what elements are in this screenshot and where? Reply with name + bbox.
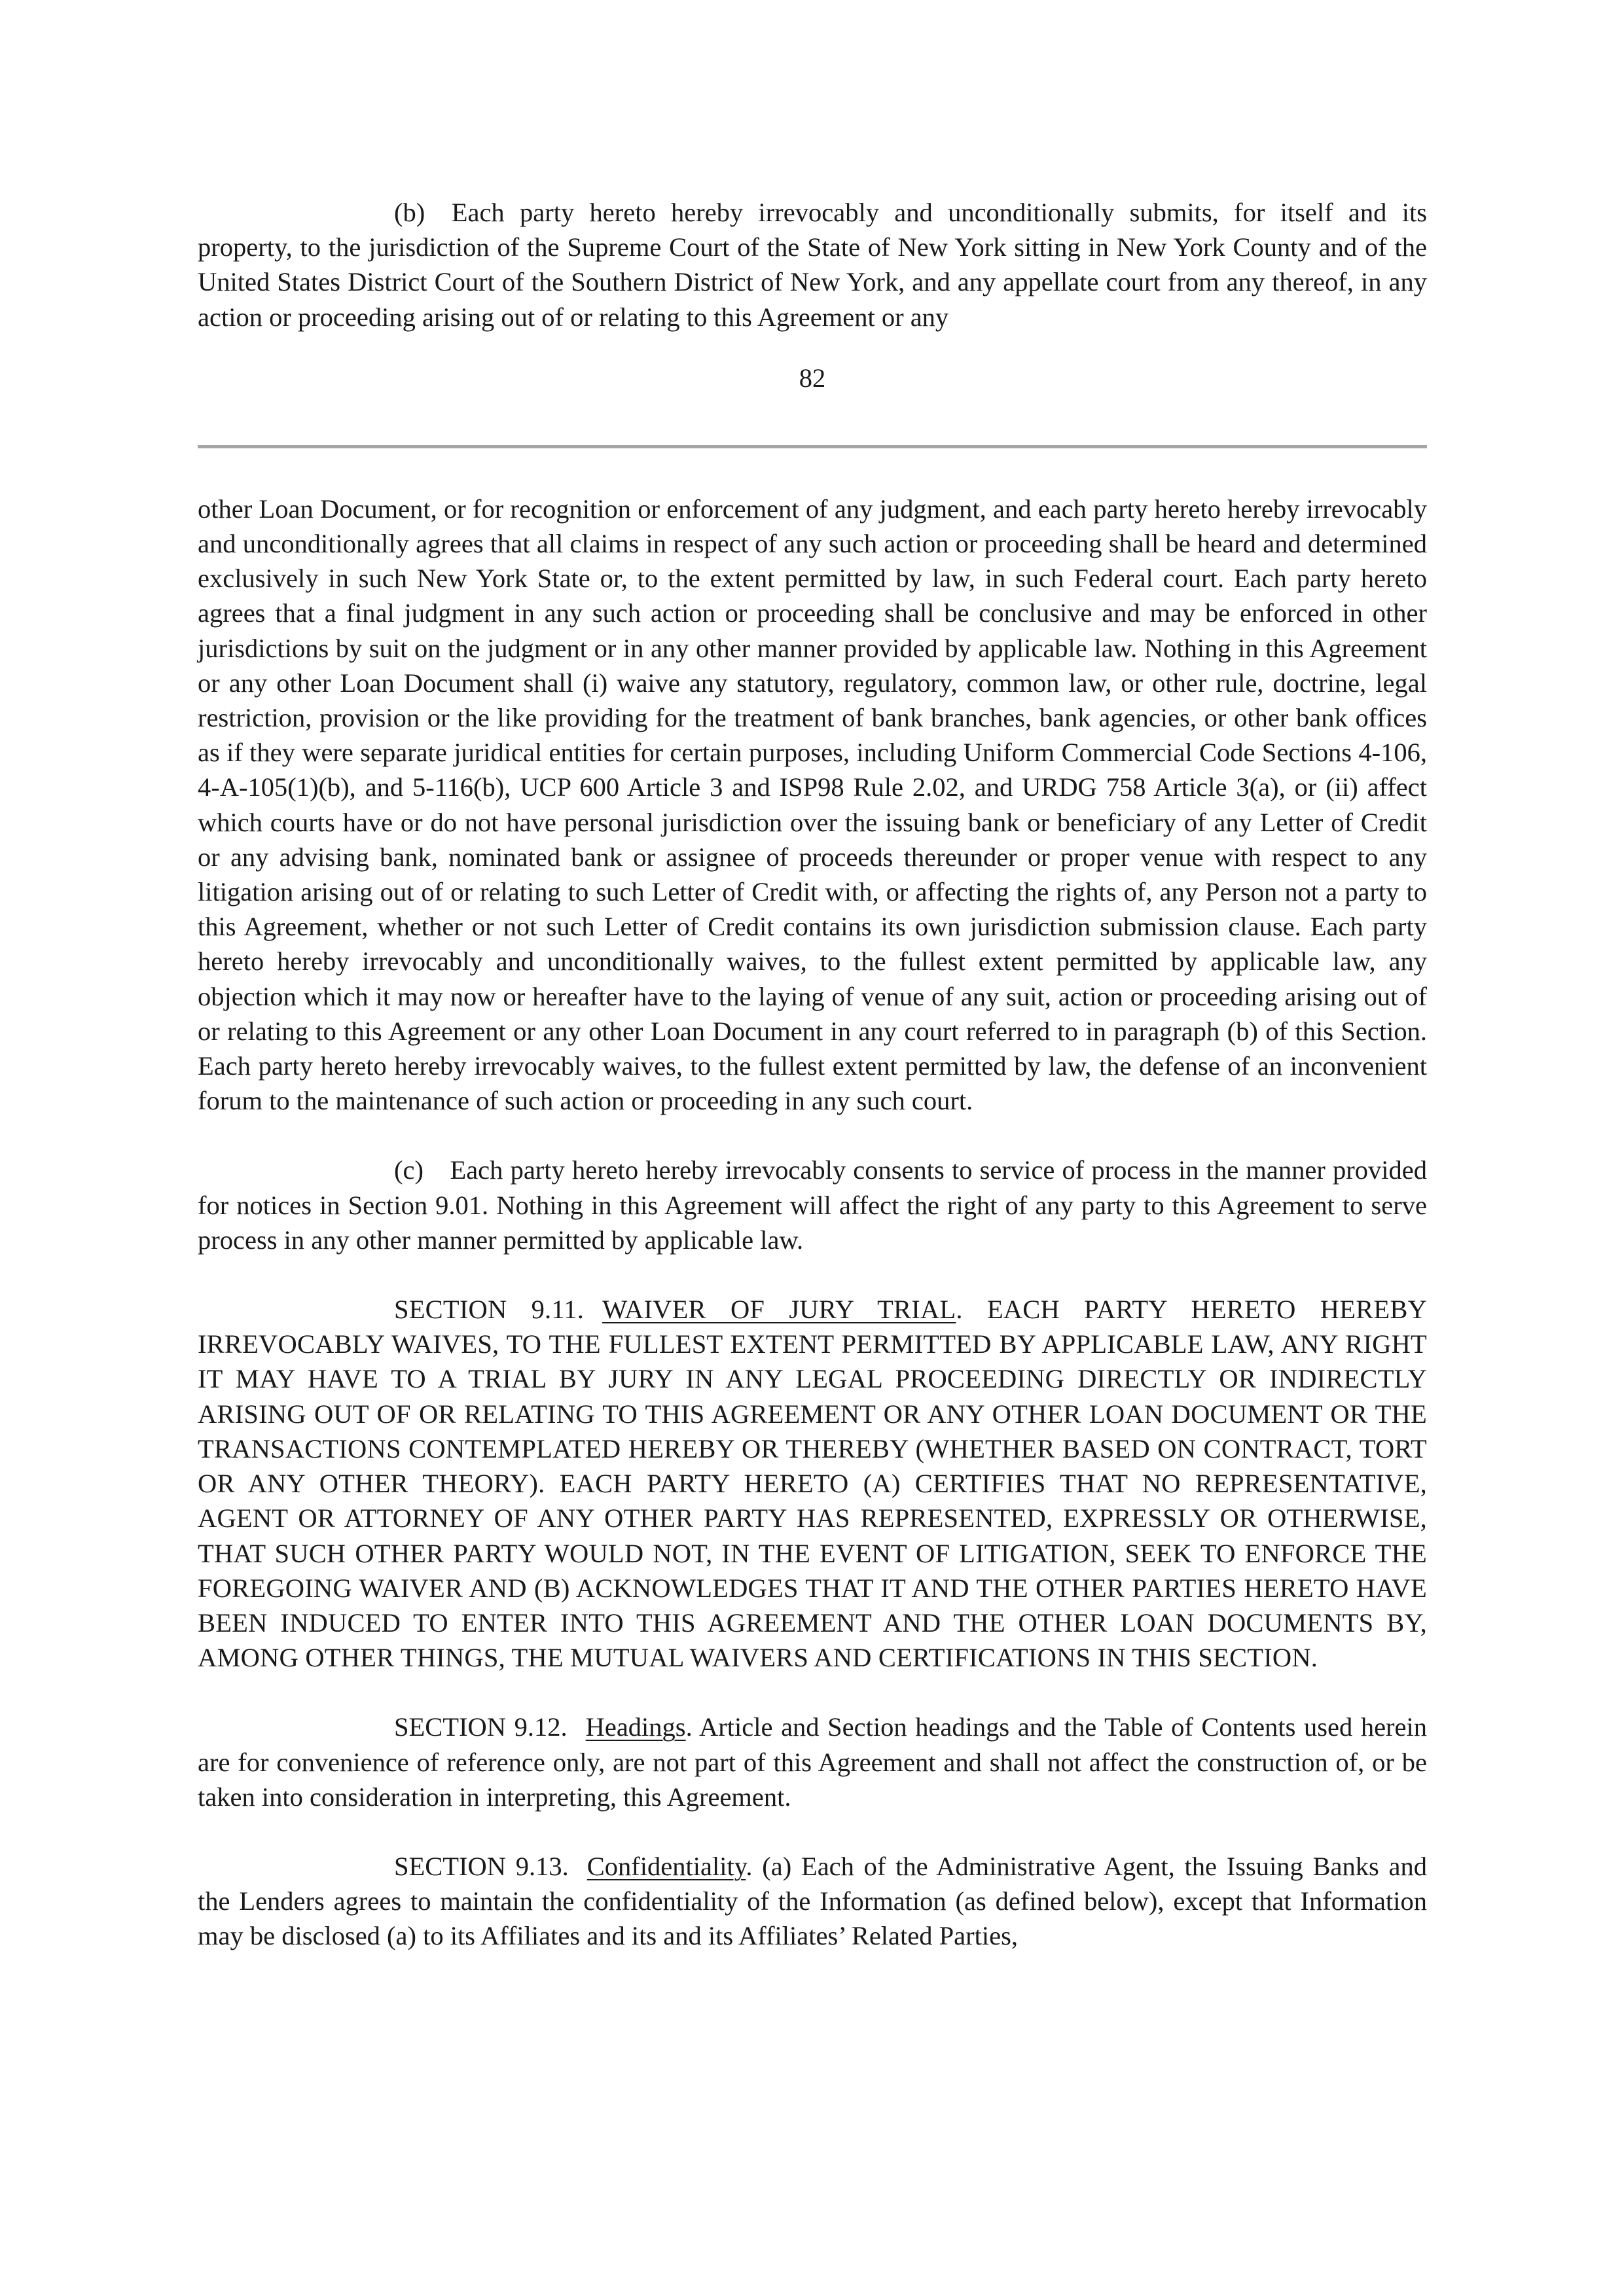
section-9-11-body: . EACH PARTY HERETO HEREBY IRREVOCABLY WAIVES, TO THE FULLEST EXTENT PERMITTED BY APPLICABLE LAW, ANY RIGHT IT MAY HAVE TO A TRIAL BY JURY IN ANY LEGAL PROCEEDING DIRECTLY OR INDIRECTLY ARISING OUT OF OR RELATING TO THIS AGREEMENT OR ANY OTHER LOAN DOCUMENT OR THE TRANSACTIONS CONTEMPLATED HEREBY OR THEREBY (WHETHER BASED ON CONTRACT, TORT OR ANY OTHER THEORY). EACH PARTY HERETO (A) CERTIFIES THAT NO REPRESENTATIVE, AGENT OR ATTORNEY OF ANY OTHER PARTY HAS REPRESENTED, EXPRESSLY OR OTHERWISE, THAT SUCH OTHER PARTY WOULD NOT, IN THE EVENT OF LITIGATION, SEEK TO ENFORCE THE FOREGOING WAIVER AND (B) ACKNOWLEDGES THAT IT AND THE OTHER PARTIES HERETO HAVE BEEN INDUCED TO ENTER INTO THIS AGREEMENT AND THE OTHER LOAN DOCUMENTS BY, AMONG OTHER THINGS, THE MUTUAL WAIVERS AND CERTIFICATIONS IN THIS SECTION. [198,1295,1427,1673]
section-9-13 [198,1849,1427,1954]
paragraph-c: (c) Each party hereto hereby irrevocably consents to service of process in the manner provided for notices in Section 9.01. Nothing in this Agreement will affect the right of any party to this Agreement to serve process in any other manner permitted by applicable law. [198,1155,1427,1255]
section-9-13-body: . (a) Each of the Administrative Agent, the Issuing Banks and the Lenders agrees to maintain the confidentiality of the Information (as defined below), except that Information may be disclosed (a) to its Affiliates and its and its Affiliates’ Related Parties, [198,1851,1427,1951]
document-page [198,195,1427,1954]
page-break-divider [198,445,1427,448]
paragraph-b: (b) Each party hereto hereby irrevocably and unconditionally submits, for itself and its property, to the jurisdiction of the Supreme Court of the State of New York sitting in New York County and of the United States District Court of the Southern District of New York, and any appellate court from any thereof, in any action or proceeding arising out of or relating to this Agreement or any [198,198,1427,332]
section-9-11 [198,1292,1427,1675]
section-9-11-number: SECTION 9.11. [394,1295,585,1325]
page-number: 82 [799,363,826,393]
section-9-11-heading: WAIVER OF JURY TRIAL [602,1295,956,1325]
paragraph-b-continuation: other Loan Document, or for recognition or enforcement of any judgment, and each party hereto hereby irrevocably and unconditionally agrees that all claims in respect of any such action or proceeding shall be heard and determined exclusively in such New York State or, to the extent permitted by law, in such Federal court. Each party hereto agrees that a final judgment in any such action or proceeding shall be conclusive and may be enforced in other jurisdictions by suit on the judgment or in any other manner provided by applicable law. Nothing in this Agreement or any other Loan Document shall (i) waive any statutory, regulatory, common law, or other rule, doctrine, legal restriction, provision or the like providing for the treatment of bank branches, bank agencies, or other bank offices as if they were separate juridical entities for certain purposes, including Uniform Commercial Code Sections 4-106, 4-A-105(1)(b), and 5-116(b), UCP 600 Article 3 and ISP98 Rule 2.02, and URDG 758 Article 3(a), or (ii) affect which courts have or do not have personal jurisdiction over the issuing bank or beneficiary of any Letter of Credit or any advising bank, nominated bank or assignee of proceeds thereunder or proper venue with respect to any litigation arising out of or relating to such Letter of Credit with, or affecting the rights of, any Person not a party to this Agreement, whether or not such Letter of Credit contains its own jurisdiction submission clause. Each party hereto hereby irrevocably and unconditionally waives, to the fullest extent permitted by applicable law, any objection which it may now or hereafter have to the laying of venue of any suit, action or proceeding arising out of or relating to this Agreement or any other Loan Document in any court referred to in paragraph (b) of this Section. Each party hereto hereby irrevocably waives, to the fullest extent permitted by law, the defense of an inconvenient forum to the maintenance of such action or proceeding in any such court. [198,493,1427,1116]
section-9-12-number: SECTION 9.12. [394,1712,568,1742]
section-9-13-heading: Confidentiality [586,1851,746,1881]
section-9-12 [198,1710,1427,1814]
section-9-12-body: . Article and Section headings and the Table of Contents used herein are for convenience of reference only, are not part of this Agreement and shall not affect the construction of, or be taken into consideration in interpreting, this Agreement. [198,1712,1428,1812]
section-9-13-number: SECTION 9.13. [394,1851,569,1881]
section-9-12-heading: Headings [585,1712,686,1742]
